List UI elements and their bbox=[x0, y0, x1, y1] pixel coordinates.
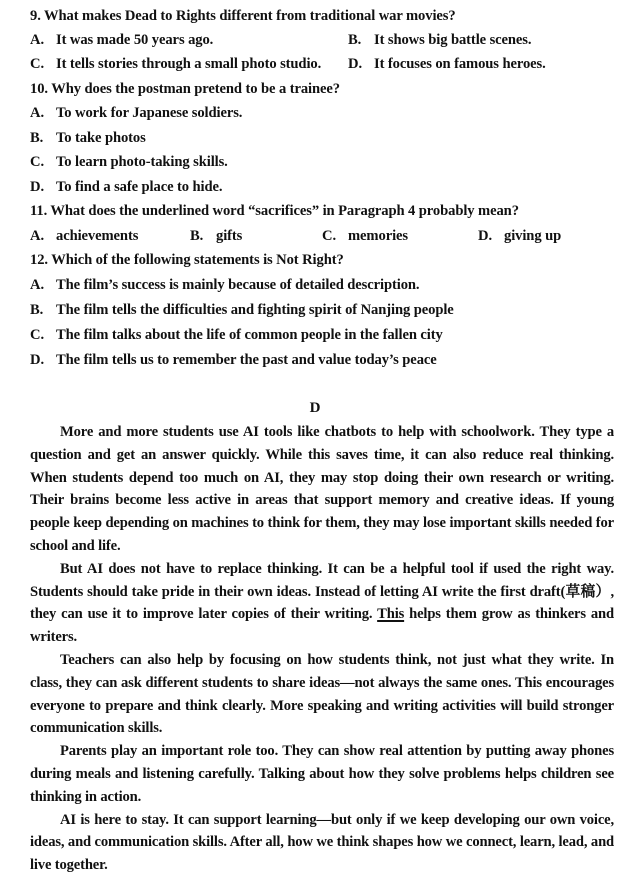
option-letter: C. bbox=[30, 327, 44, 343]
question-12-option-b bbox=[30, 302, 454, 319]
option-text: It shows big battle scenes. bbox=[374, 32, 532, 48]
option-text: The film talks about the life of common people in the fallen city bbox=[56, 327, 443, 343]
question-9-option-a bbox=[30, 32, 213, 49]
passage-paragraph-1: More and more students use AI tools like chatbots to help with schoolwork. They type a question and get an answer quickly. While this saves time, it can also reduce real thinking. When students depend too much on AI, they may stop doing their own research or writing. Their brains become less active in areas that support memory and creative ideas. If young people keep depending on machines to think for them, they may lose important skills needed for school and life. bbox=[30, 424, 614, 554]
question-11-option-a bbox=[30, 228, 138, 245]
option-letter: A. bbox=[30, 32, 44, 48]
option-letter: C. bbox=[30, 154, 44, 170]
passage-paragraph-3: Teachers can also help by focusing on how students think, not just what they write. In class, they can ask different students to share ideas—not always the same ones. This encourages everyone to prepare and think clearly. More speaking and writing activities will build stronger communication skills. bbox=[30, 651, 614, 737]
option-letter: A. bbox=[30, 105, 44, 121]
passage-paragraph-5: AI is here to stay. It can support learning—but only if we keep developing our own voice, ideas, and communication skills. After all, how we think shapes how we connect, learn, lead, and live together. bbox=[30, 811, 614, 874]
question-11-option-d bbox=[478, 228, 561, 245]
question-11-option-b bbox=[190, 228, 242, 245]
underlined-word: This bbox=[377, 606, 405, 623]
question-10-option-d bbox=[30, 179, 222, 196]
question-10-stem: 10. Why does the postman pretend to be a trainee? bbox=[30, 81, 340, 97]
option-text: To take photos bbox=[56, 130, 146, 146]
option-text: It tells stories through a small photo studio. bbox=[56, 56, 322, 72]
option-text: The film tells us to remember the past and value today’s peace bbox=[56, 352, 437, 368]
question-10-option-a bbox=[30, 105, 242, 122]
option-text: giving up bbox=[504, 228, 562, 244]
option-letter: D. bbox=[30, 179, 44, 195]
passage-paragraph-2 bbox=[30, 558, 614, 649]
question-11-stem: 11. What does the underlined word “sacrifices” in Paragraph 4 probably mean? bbox=[30, 203, 519, 219]
option-text: The film tells the difficulties and fighting spirit of Nanjing people bbox=[56, 302, 454, 318]
question-11-option-c bbox=[322, 228, 408, 245]
option-letter: D. bbox=[30, 352, 44, 368]
option-letter: B. bbox=[30, 302, 44, 318]
option-text: It was made 50 years ago. bbox=[56, 32, 214, 48]
question-9-option-c bbox=[30, 56, 321, 73]
question-9-option-d bbox=[348, 56, 546, 73]
section-heading: D bbox=[309, 400, 321, 416]
option-text: To find a safe place to hide. bbox=[56, 179, 223, 195]
question-9-stem: 9. What makes Dead to Rights different from traditional war movies? bbox=[30, 8, 456, 24]
option-text: memories bbox=[348, 228, 408, 244]
option-letter: B. bbox=[348, 32, 362, 48]
option-letter: C. bbox=[30, 56, 44, 72]
option-text: gifts bbox=[216, 228, 243, 244]
option-text: It focuses on famous heroes. bbox=[374, 56, 546, 72]
passage-paragraph-4: Parents play an important role too. They can show real attention by putting away phones during meals and listening carefully. Talking about how they solve problems helps children see thinking in action. bbox=[30, 743, 614, 805]
question-12-option-d bbox=[30, 352, 437, 369]
option-text: To learn photo-taking skills. bbox=[56, 154, 228, 170]
option-text: The film’s success is mainly because of detailed description. bbox=[56, 277, 420, 293]
question-12-option-c bbox=[30, 327, 443, 344]
option-letter: B. bbox=[190, 228, 204, 244]
reading-passage bbox=[30, 421, 614, 877]
question-9-option-b bbox=[348, 32, 531, 49]
option-letter: A. bbox=[30, 228, 44, 244]
option-letter: A. bbox=[30, 277, 44, 293]
option-text: To work for Japanese soldiers. bbox=[56, 105, 243, 121]
paragraph-2-text-before: But AI does not have to replace thinking. It can be a helpful tool if used the right way. Students should take pride in their own ideas. Instead of letting AI write the first draft(草稿）, they can use it to improve later copies of their writing. bbox=[30, 560, 614, 623]
option-letter: C. bbox=[322, 228, 336, 244]
question-10-option-c bbox=[30, 154, 228, 171]
option-letter: D. bbox=[348, 56, 362, 72]
question-12-option-a bbox=[30, 277, 419, 294]
option-letter: B. bbox=[30, 130, 44, 146]
question-12-stem: 12. Which of the following statements is Not Right? bbox=[30, 252, 344, 268]
paragraph-2-text-after: helps them grow as thinkers and writers. bbox=[30, 606, 614, 646]
option-letter: D. bbox=[478, 228, 492, 244]
question-10-option-b bbox=[30, 130, 146, 147]
option-text: achievements bbox=[56, 228, 139, 244]
